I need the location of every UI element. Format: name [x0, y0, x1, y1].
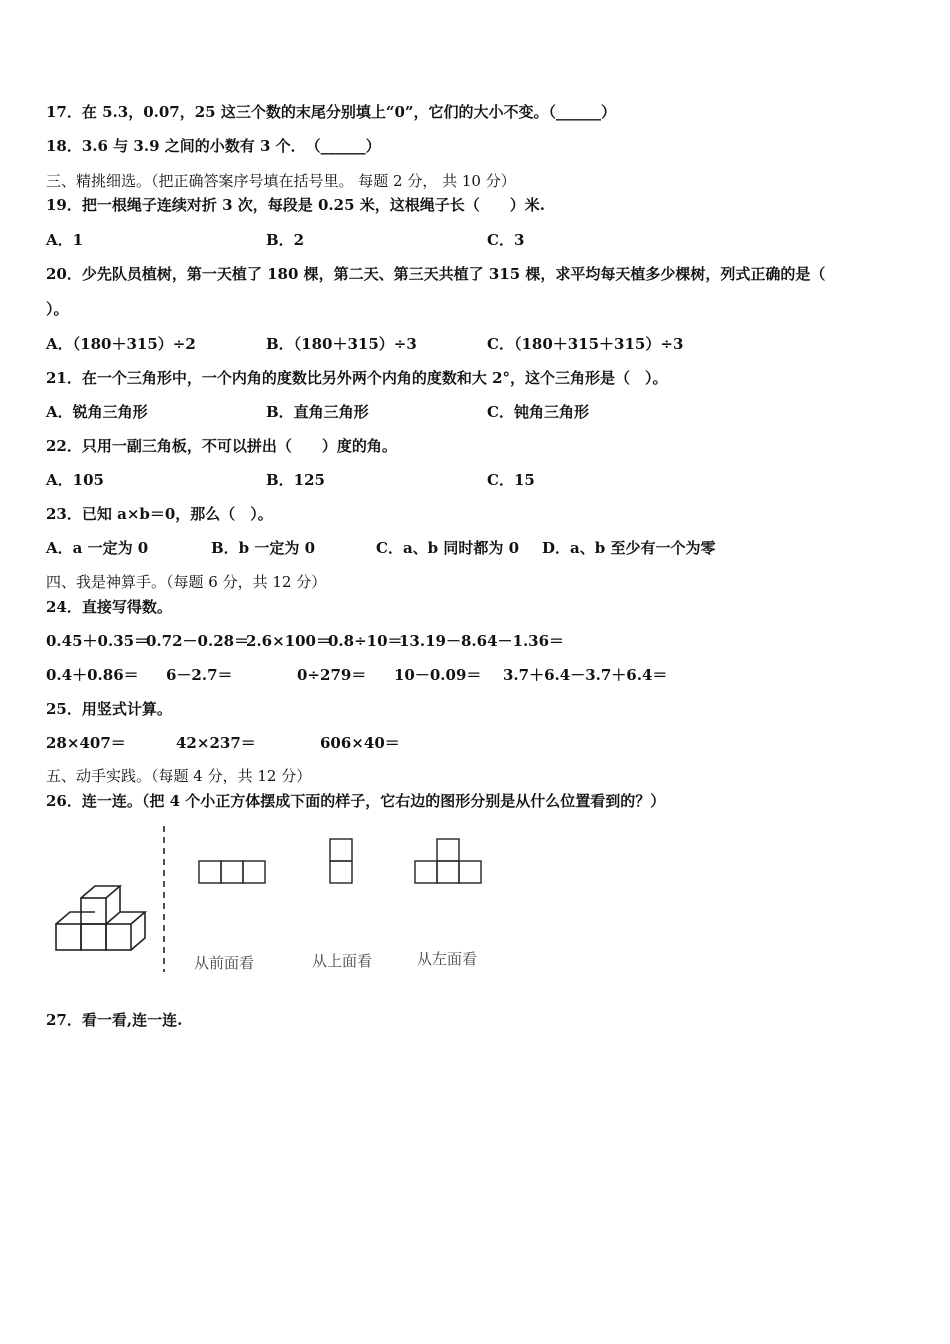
q22-option-b: B．125	[266, 471, 325, 489]
q20-option-c: C．（180＋315＋315）÷3	[487, 335, 684, 353]
question-24: 24．直接写得数。	[46, 598, 172, 616]
q22-option-a: A．105	[46, 471, 104, 489]
view-front-shape	[199, 861, 265, 883]
question-20: 20．少先队员植树，第一天植了 180 棵，第二天、第三天共植了 315 棵，求平均每天植多少棵树，列式正确的是（	[46, 265, 826, 283]
q23-option-c: C．a、b 同时都为 0	[376, 539, 520, 557]
q23-option-d: D．a、b 至少有一个为零	[542, 539, 716, 557]
q25-item: 28×407＝	[46, 734, 126, 752]
q21-option-c: C．钝角三角形	[487, 403, 589, 421]
q24-item: 2.6×100＝	[246, 632, 331, 650]
q24-item: 0.72－0.28＝	[146, 632, 250, 650]
section-3-heading: 三、精挑细选。（把正确答案序号填在括号里。 每题 2 分， 共 10 分）	[46, 172, 516, 190]
q25-item: 42×237＝	[176, 734, 256, 752]
q23-option-b: B．b 一定为 0	[211, 539, 316, 557]
question-20-continued: ）。	[46, 300, 69, 318]
q26-figure	[46, 822, 506, 980]
view-left-shape	[415, 839, 481, 883]
question-25: 25．用竖式计算。	[46, 700, 172, 718]
q24-item: 0.8÷10＝	[328, 632, 403, 650]
view-label-left: 从左面看	[417, 950, 478, 968]
view-label-front: 从前面看	[194, 954, 255, 972]
q24-item: 0.4＋0.86＝	[46, 666, 139, 684]
section-5-heading: 五、动手实践。（每题 4 分，共 12 分）	[46, 767, 312, 785]
q20-option-a: A．（180＋315）÷2	[46, 335, 196, 353]
question-27: 27．看一看,连一连.	[46, 1011, 183, 1029]
question-17: 17．在 5.3，0.07，25 这三个数的末尾分别填上“0”，它们的大小不变。（______）	[46, 103, 617, 121]
q22-option-c: C．15	[487, 471, 535, 489]
section-4-heading: 四、我是神算手。（每题 6 分，共 12 分）	[46, 573, 327, 591]
cube-stack-3d	[56, 886, 145, 950]
question-19: 19．把一根绳子连续对折 3 次，每段是 0.25 米，这根绳子长（ ）米.	[46, 196, 545, 214]
view-top-shape	[330, 839, 352, 883]
q19-option-b: B．2	[266, 231, 305, 249]
q24-item: 10－0.09＝	[394, 666, 482, 684]
q25-item: 606×40＝	[320, 734, 400, 752]
view-label-top: 从上面看	[312, 952, 373, 970]
q24-item: 0÷279＝	[297, 666, 367, 684]
question-26: 26．连一连。（把 4 个小正方体摆成下面的样子，它右边的图形分别是从什么位置看到的？）	[46, 792, 666, 810]
q19-option-a: A．1	[46, 231, 84, 249]
q24-item: 3.7＋6.4－3.7＋6.4＝	[503, 666, 668, 684]
q24-item: 6－2.7＝	[166, 666, 233, 684]
q20-option-b: B．（180＋315）÷3	[266, 335, 417, 353]
question-18: 18．3.6 与 3.9 之间的小数有 3 个． （______）	[46, 137, 381, 155]
question-23: 23．已知 a×b＝0，那么（ ）。	[46, 505, 273, 523]
q21-option-a: A．锐角三角形	[46, 403, 148, 421]
question-21: 21．在一个三角形中，一个内角的度数比另外两个内角的度数和大 2°，这个三角形是（ ）。	[46, 369, 668, 387]
q24-item: 13.19－8.64－1.36＝	[399, 632, 565, 650]
q24-item: 0.45＋0.35＝	[46, 632, 150, 650]
q19-option-c: C．3	[487, 231, 525, 249]
q23-option-a: A．a 一定为 0	[46, 539, 149, 557]
q21-option-b: B．直角三角形	[266, 403, 369, 421]
question-22: 22．只用一副三角板，不可以拼出（ ）度的角。	[46, 437, 397, 455]
